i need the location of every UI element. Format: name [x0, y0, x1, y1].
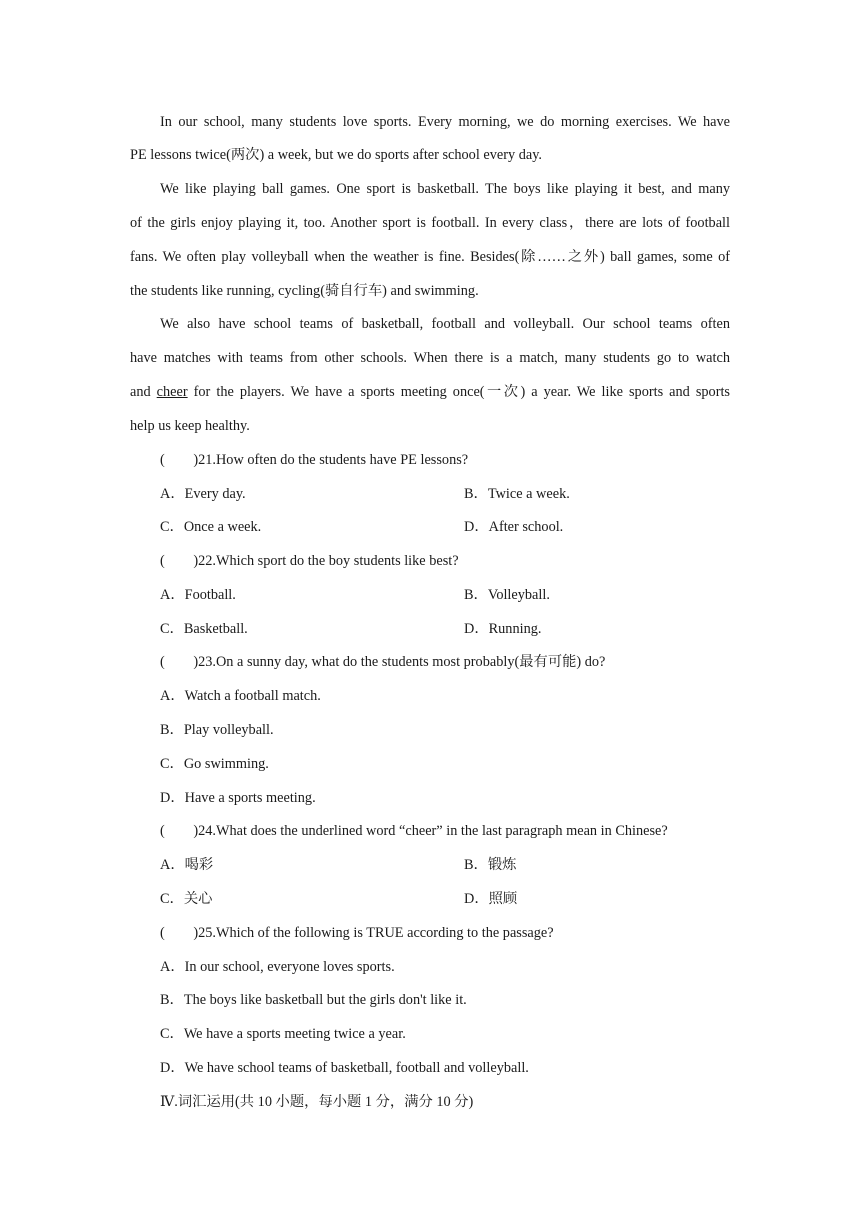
passage-line: of the girls enjoy playing it, too. Another sport is football. In every class，there are lots of football: [130, 215, 730, 231]
passage-line: the students like running, cycling(骑自行车) and swimming.: [130, 283, 479, 299]
passage-text: and: [130, 384, 157, 400]
option-21-a: A．Every day.: [160, 486, 246, 502]
option-23-c: C．Go swimming.: [160, 756, 269, 772]
option-24-c: C．关心: [160, 891, 213, 907]
option-23-a: A．Watch a football match.: [160, 688, 321, 704]
passage-line: have matches with teams from other schools. When there is a match, many students go to watch: [130, 350, 730, 366]
option-24-d: D．照顾: [464, 891, 518, 907]
option-21-b: B．Twice a week.: [464, 486, 570, 502]
passage-line: We like playing ball games. One sport is basketball. The boys like playing it best, and many: [160, 181, 730, 197]
option-23-d: D．Have a sports meeting.: [160, 790, 316, 806]
passage-line: fans. We often play volleyball when the weather is fine. Besides(除……之外) ball games, some of: [130, 249, 730, 265]
option-21-d: D．After school.: [464, 519, 564, 535]
option-25-a: A．In our school, everyone loves sports.: [160, 959, 395, 975]
underlined-word-cheer: cheer: [156, 384, 188, 400]
question-stem-21: ( )21.How often do the students have PE lessons?: [160, 452, 469, 468]
option-22-c: C．Basketball.: [160, 621, 248, 637]
passage-line-with-underline: [130, 382, 730, 402]
option-22-a: A．Football.: [160, 587, 236, 603]
option-23-b: B．Play volleyball.: [160, 722, 274, 738]
option-24-b: B．锻炼: [464, 857, 517, 873]
option-21-c: C．Once a week.: [160, 519, 262, 535]
passage-line: help us keep healthy.: [130, 418, 250, 434]
question-stem-23: ( )23.On a sunny day, what do the students most probably(最有可能) do?: [160, 654, 606, 670]
passage-text: for the players. We have a sports meeting once(一次) a year. We like sports and sports: [187, 384, 730, 400]
option-22-b: B．Volleyball.: [464, 587, 550, 603]
question-stem-25: ( )25.Which of the following is TRUE according to the passage?: [160, 925, 554, 941]
option-25-b: B．The boys like basketball but the girls don't like it.: [160, 992, 467, 1008]
option-25-d: D．We have school teams of basketball, football and volleyball.: [160, 1060, 529, 1076]
option-24-a: A．喝彩: [160, 857, 214, 873]
passage-line: PE lessons twice(两次) a week, but we do sports after school every day.: [130, 147, 542, 163]
question-stem-22: ( )22.Which sport do the boy students like best?: [160, 553, 459, 569]
option-25-c: C．We have a sports meeting twice a year.: [160, 1026, 406, 1042]
section-heading: Ⅳ.词汇运用(共 10 小题，每小题 1 分，满分 10 分): [160, 1094, 474, 1110]
passage-line: We also have school teams of basketball, football and volleyball. Our school teams often: [160, 316, 730, 332]
passage-line: In our school, many students love sports. Every morning, we do morning exercises. We have: [160, 114, 730, 130]
option-22-d: D．Running.: [464, 621, 542, 637]
question-stem-24: ( )24.What does the underlined word “cheer” in the last paragraph mean in Chinese?: [160, 823, 668, 839]
